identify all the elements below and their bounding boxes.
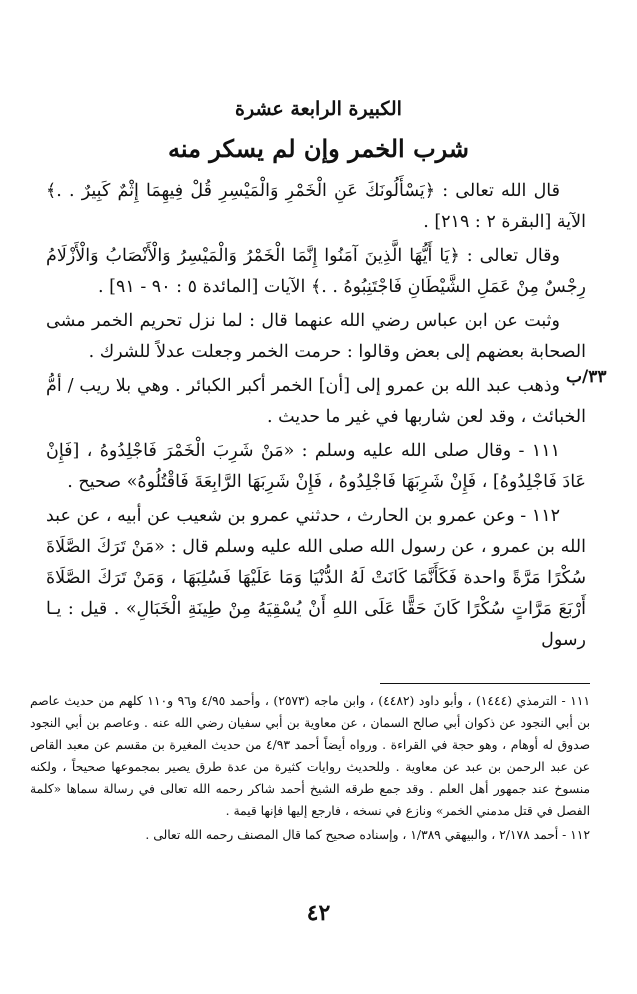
footnote-112: ١١٢ - أحمد ٢/١٧٨ ، والبيهقي ١/٣٨٩ ، وإسناده صحيح كما قال المصنف رحمه الله تعالى . [145,828,590,842]
manuscript-folio-marker: ٣٣/ب [566,367,607,387]
footnote-111: ١١١ - الترمذي (١٤٤٤) ، وأبو داود (٤٤٨٢) ، وابن ماجه (٢٥٧٣) ، وأحمد ٤/٩٥ و٩٦ و١١٠ كلهم من حديث عاصم بن أبي النجود عن ذكوان أبي صالح السمان ، عن معاوية بن أبي سفيان رضي الله عنه . وعاصم بن أبي النجود صدوق له أوهام ، وهو حجة في القراءة . ورواه أيضاً أحمد ٤/٩٣ من حديث المغيرة بن مقسم عن معبد القاص عن عبد الرحمن بن عبد عن معاوية . وللحديث روايات كثيرة من عدة طرق يصير بمجموعها صحيحاً ، ولكنه منسوخ عند جمهور أهل العلم . وقد جمع طرقه الشيخ أحمد شاكر رحمه الله تعالى في رسالة سماها «كلمة الفصل في قتل مدمني الخمر» ونازع في نسخه ، فارجع إليها فإنها قيمة . [30,694,590,818]
chapter-number-heading: الكبيرة الرابعة عشرة [235,98,402,120]
chapter-title: شرب الخمر وإن لم يسكر منه [167,134,470,163]
paragraph-hadith-111: ١١١ - وقال صلى الله عليه وسلم : «مَنْ شَرِبَ الْخَمْرَ فَاجْلِدُوهُ ، [فَإِنْ عَادَ فَاجْلِدُوهُ] ، فَإِنْ شَرِبَهَا فَاجْلِدُوهُ ، فَإِنْ شَرِبَهَا الرَّابِعَةَ فَاقْتُلُوهُ» صحيح . [46,441,586,492]
paragraph-quran-verse-2: وقال تعالى : ﴿يَا أَيُّهَا الَّذِينَ آمَنُوا إِنَّمَا الْخَمْرُ وَالْمَيْسِرُ وَالْأَنْصَابُ وَالْأَزْلَامُ رِجْسٌ مِنْ عَمَلِ الشَّيْطَانِ فَاجْتَنِبُوهُ . .﴾ الآيات [المائدة ٥ : ٩٠ - ٩١] . [46,246,586,297]
paragraph-hadith-112: ١١٢ - وعن عمرو بن الحارث ، حدثني عمرو بن شعيب عن أبيه ، عن عبد الله بن عمرو ، عن رسول الله صلى الله عليه وسلم قال : «مَنْ تَرَكَ الصَّلَاةَ سُكْرًا مَرَّةً واحدة فَكَأَنَّمَا كَانَتْ لَهُ الدُّنْيَا وَمَا عَلَيْهَا فَسُلِبَهَا ، وَمَنْ تَرَكَ الصَّلَاةَ أَرْبَعَ مَرَّاتٍ سُكْرًا كَانَ حَقًّا عَلَى اللهِ أَنْ يُسْقِيَهُ مِنْ طِينَةِ الْخَبَالِ» . قيل : يـا رسول [46,506,586,650]
main-text [46,176,586,659]
paragraph-ibn-abbas: وثبت عن ابن عباس رضي الله عنهما قال : لما نزل تحريم الخمر مشى الصحابة بعضهم إلى بعض وقالوا : حرمت الخمر وجعلت عدلاً للشرك . [46,311,586,362]
page-number: ٤٢ [306,900,331,926]
footnotes [30,690,590,848]
paragraph-ibn-amr: وذهب عبد الله بن عمرو إلى [أن] الخمر أكبر الكبائر . وهي بلا ريب / أمُّ الخبائث ، وقد لعن شاربها في غير ما حديث . [46,376,586,427]
footnote-separator [380,683,590,684]
paragraph-quran-verse-1: قال الله تعالى : ﴿يَسْأَلُونَكَ عَنِ الْخَمْرِ وَالْمَيْسِرِ قُلْ فِيهِمَا إِثْمٌ كَبِيرٌ . .﴾ الآية [البقرة ٢ : ٢١٩] . [46,181,586,232]
